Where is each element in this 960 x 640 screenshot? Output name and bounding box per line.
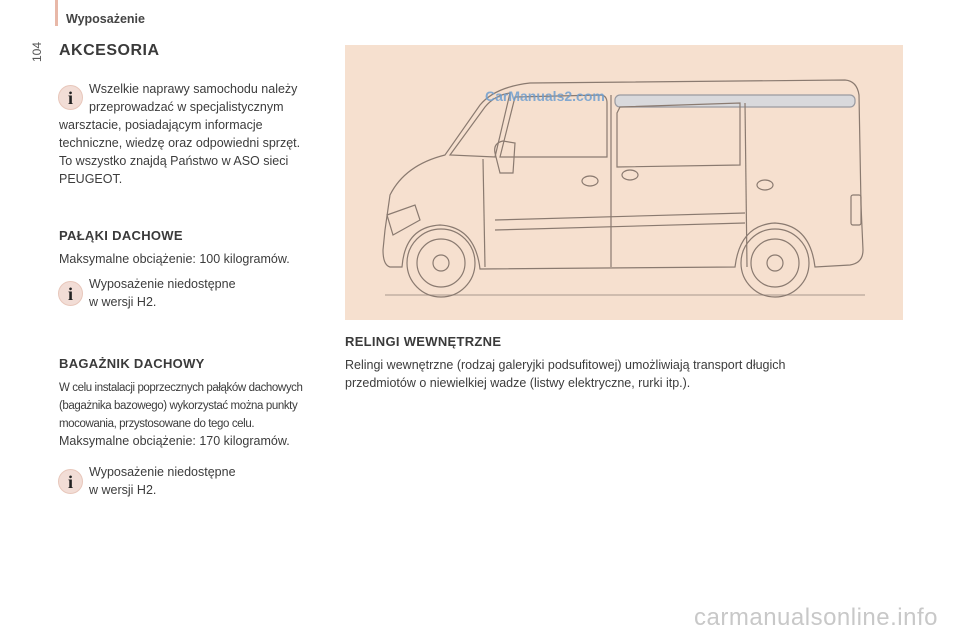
roof-bars-note-1: Wyposażenie niedostępne: [89, 277, 236, 291]
roof-rack-note-1: Wyposażenie niedostępne: [89, 465, 236, 479]
roof-rack-desc-1: W celu instalacji poprzecznych pałąków dachowych: [59, 382, 303, 394]
roof-rack-title: BAGAŻNIK DACHOWY: [59, 356, 205, 371]
roof-rack-note-2: w wersji H2.: [89, 483, 157, 497]
intro-line-2: przeprowadzać w specjalistycznym: [89, 100, 284, 114]
intro-line-6: PEUGEOT.: [59, 172, 123, 186]
intro-line-4: techniczne, wiedzę oraz odpowiedni sprzęt.: [59, 136, 301, 150]
intro-line-3: warsztacie, posiadającym informacje: [59, 118, 263, 132]
info-icon: i: [58, 469, 83, 494]
roof-bars-title: PAŁĄKI DACHOWE: [59, 228, 183, 243]
inner-rails-desc-2: przedmiotów o niewielkiej wadze (listwy elektryczne, rurki itp.).: [345, 376, 691, 390]
roof-rack-desc-2: (bagażnika bazowego) wykorzystać można punkty: [59, 400, 298, 412]
info-icon: i: [58, 85, 83, 110]
main-title: AKCESORIA: [59, 42, 160, 59]
watermark-bottom: carmanualsonline.info: [694, 604, 938, 631]
intro-line-5: To wszystko znajdą Państwo w ASO sieci: [59, 154, 289, 168]
intro-line-1: Wszelkie naprawy samochodu należy: [89, 82, 298, 96]
van-illustration: [345, 45, 903, 320]
chapter-title: Wyposażenie: [66, 12, 145, 26]
page-number: 104: [30, 41, 44, 62]
watermark-top: CarManuals2.com: [485, 88, 605, 104]
roof-rack-max-load: Maksymalne obciążenie: 170 kilogramów.: [59, 434, 290, 448]
inner-rails-title: RELINGI WEWNĘTRZNE: [345, 334, 502, 349]
inner-rails-desc-1: Relingi wewnętrzne (rodzaj galeryjki podsufitowej) umożliwiają transport długich: [345, 358, 786, 372]
roof-bars-max-load: Maksymalne obciążenie: 100 kilogramów.: [59, 252, 290, 266]
info-icon: i: [58, 281, 83, 306]
roof-bars-note-2: w wersji H2.: [89, 295, 157, 309]
side-rule: [55, 0, 58, 26]
roof-rack-desc-3: mocowania, przystosowane do tego celu.: [59, 418, 255, 430]
